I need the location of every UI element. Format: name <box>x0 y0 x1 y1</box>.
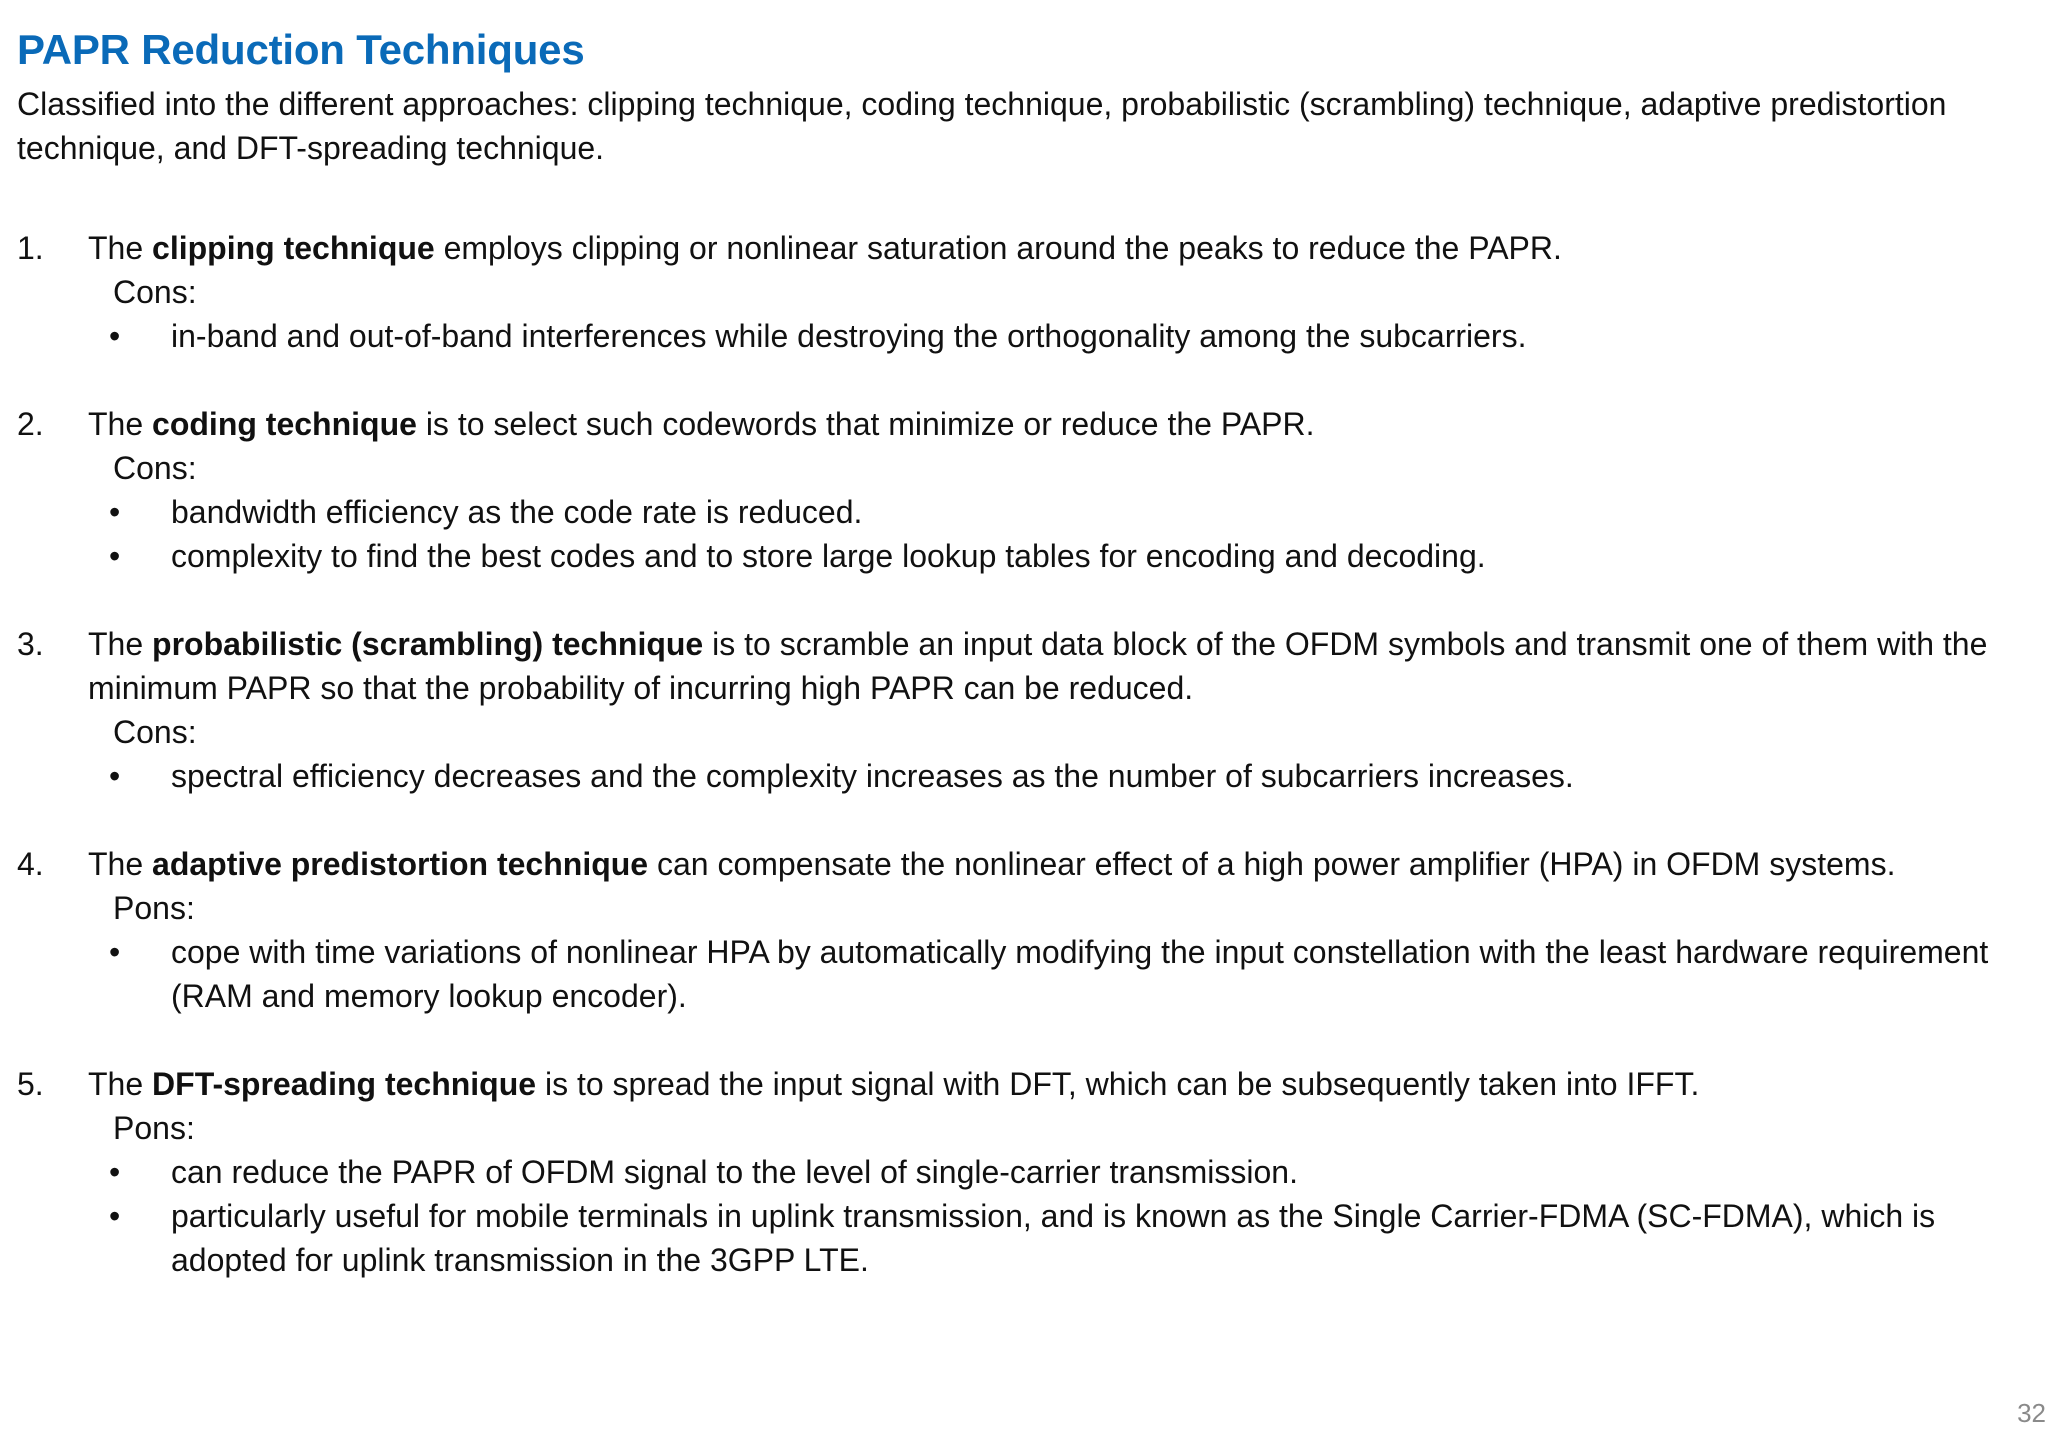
bullet-list <box>17 754 2017 798</box>
bullet-icon: • <box>109 934 121 970</box>
item-term: coding technique <box>152 406 417 442</box>
bullet-icon: • <box>109 1154 121 1190</box>
bullet-icon: • <box>109 1198 121 1234</box>
bullet-icon: • <box>109 538 121 574</box>
bullet-list <box>17 930 2017 1018</box>
item-description: is to spread the input signal with DFT, which can be subsequently taken into IFFT. <box>536 1066 1700 1102</box>
technique-item-predistortion <box>17 842 2017 1018</box>
item-description: can compensate the nonlinear effect of a high power amplifier (HPA) in OFDM systems. <box>648 846 1896 882</box>
bullet-item: • can reduce the PAPR of OFDM signal to the level of single-carrier transmission. <box>17 1150 2017 1194</box>
bullet-list <box>17 1150 2017 1282</box>
item-prefix: The <box>88 626 153 662</box>
item-number: 4. <box>17 846 44 882</box>
bullet-item: • particularly useful for mobile terminals in uplink transmission, and is known as the Single Carrier-FDMA (SC-FDMA), which is adopted for uplink transmission in the 3GPP LTE. <box>17 1194 2017 1282</box>
bullet-item: • cope with time variations of nonlinear HPA by automatically modifying the input constellation with the least hardware requirement (RAM and memory lookup encoder). <box>17 930 2017 1018</box>
item-description: employs clipping or nonlinear saturation around the peaks to reduce the PAPR. <box>434 230 1562 266</box>
bullet-item: • complexity to find the best codes and to store large lookup tables for encoding and decoding. <box>17 534 2017 578</box>
bullet-icon: • <box>109 494 121 530</box>
technique-item-probabilistic <box>17 622 2017 798</box>
proscons-label: Cons: <box>113 714 197 750</box>
bullet-item: • spectral efficiency decreases and the complexity increases as the number of subcarriers increases. <box>17 754 2017 798</box>
item-term: adaptive predistortion technique <box>152 846 649 882</box>
bullet-icon: • <box>109 318 121 354</box>
item-prefix: The <box>88 230 153 266</box>
bullet-list <box>17 314 2017 358</box>
proscons-label: Cons: <box>113 450 197 486</box>
item-number: 3. <box>17 626 44 662</box>
slide-intro: Classified into the different approaches: clipping technique, coding technique, probabilistic (scrambling) technique, adaptive predistortion technique, and DFT-spreading technique. <box>17 86 1947 166</box>
technique-item-dft-spreading <box>17 1062 2017 1282</box>
bullet-item: • in-band and out-of-band interferences while destroying the orthogonality among the subcarriers. <box>17 314 2017 358</box>
item-number: 2. <box>17 406 44 442</box>
item-number: 5. <box>17 1066 44 1102</box>
bullet-icon: • <box>109 758 121 794</box>
item-description: is to select such codewords that minimize or reduce the PAPR. <box>416 406 1315 442</box>
item-description: is to scramble an input data block of the OFDM symbols and transmit one of them with the minimum PAPR so that the probability of incurring high PAPR can be reduced. <box>88 626 1988 706</box>
proscons-label: Cons: <box>113 274 197 310</box>
proscons-label: Pons: <box>113 1110 195 1146</box>
proscons-label: Pons: <box>113 890 195 926</box>
page-number: 32 <box>2017 1398 2046 1428</box>
bullet-item: • bandwidth efficiency as the code rate is reduced. <box>17 490 2017 534</box>
item-prefix: The <box>88 406 153 442</box>
item-prefix: The <box>88 846 153 882</box>
slide-title: PAPR Reduction Techniques <box>17 26 585 73</box>
technique-list <box>17 226 2017 1326</box>
item-prefix: The <box>88 1066 153 1102</box>
technique-item-clipping <box>17 226 2017 358</box>
item-term: clipping technique <box>152 230 435 266</box>
technique-item-coding <box>17 402 2017 578</box>
bullet-list <box>17 490 2017 578</box>
item-term: probabilistic (scrambling) technique <box>152 626 704 662</box>
item-term: DFT-spreading technique <box>152 1066 537 1102</box>
item-number: 1. <box>17 230 44 266</box>
